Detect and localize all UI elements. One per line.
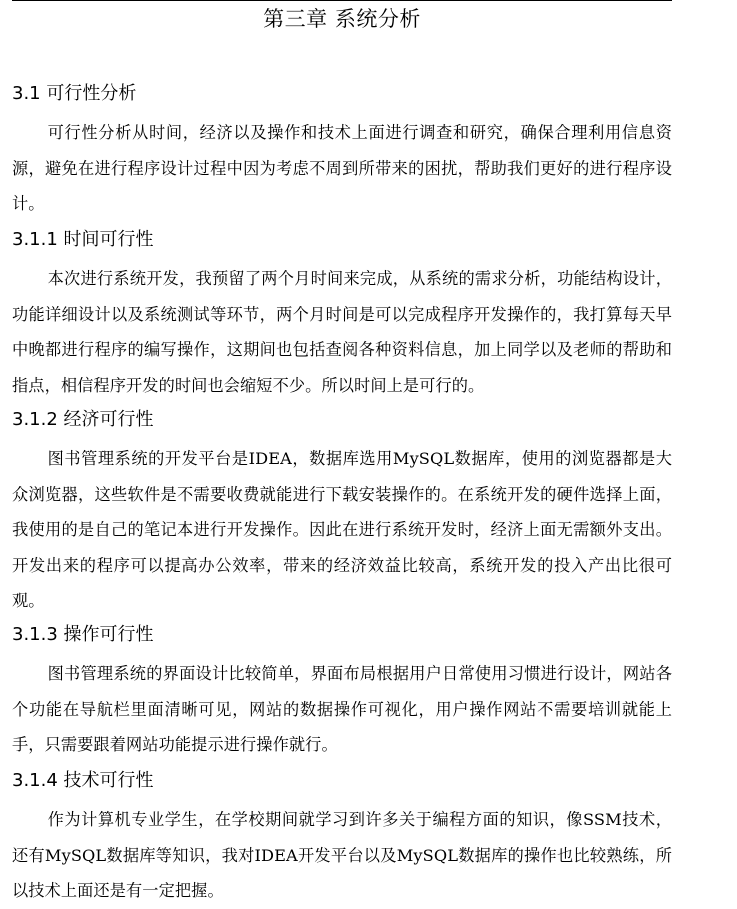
header-rule xyxy=(12,0,672,1)
section-heading-3-1-3: 3.1.3 操作可行性 xyxy=(12,624,154,645)
section-paragraph-3-1-1: 本次进行系统开发，我预留了两个月时间来完成，从系统的需求分析，功能结构设计，功能详细设计以及系统测试等环节，两个月时间是可以完成程序开发操作的，我打算每天早中晚都进行程序的编写操作，这期间也包括查阅各种资料信息，加上同学以及老师的帮助和指点，相信程序开发的时间也会缩短不少。所以时间上是可行的。 xyxy=(12,269,672,395)
section-heading-3-1: 3.1 可行性分析 xyxy=(12,83,137,104)
section-paragraph-3-1-2: 图书管理系统的开发平台是IDEA，数据库选用MySQL数据库，使用的浏览器都是大众浏览器，这些软件是不需要收费就能进行下载安装操作的。在系统开发的硬件选择上面，我使用的是自己的笔记本进行开发操作。因此在进行系统开发时，经济上面无需额外支出。开发出来的程序可以提高办公效率，带来的经济效益比较高，系统开发的投入产出比很可观。 xyxy=(12,449,672,610)
section-heading-3-1-4: 3.1.4 技术可行性 xyxy=(12,770,154,791)
section-paragraph-3-1: 可行性分析从时间，经济以及操作和技术上面进行调查和研究，确保合理利用信息资源，避免在进行程序设计过程中因为考虑不周到所带来的困扰，帮助我们更好的进行程序设计。 xyxy=(12,123,672,213)
section-heading-3-1-1: 3.1.1 时间可行性 xyxy=(12,229,154,250)
chapter-title: 第三章 系统分析 xyxy=(263,7,421,31)
section-heading-3-1-2: 3.1.2 经济可行性 xyxy=(12,409,154,430)
section-paragraph-3-1-3: 图书管理系统的界面设计比较简单，界面布局根据用户日常使用习惯进行设计，网站各个功能在导航栏里面清晰可见，网站的数据操作可视化，用户操作网站不需要培训就能上手，只需要跟着网站功能提示进行操作就行。 xyxy=(12,664,672,754)
section-paragraph-3-1-4: 作为计算机专业学生，在学校期间就学习到许多关于编程方面的知识，像SSM技术，还有MySQL数据库等知识，我对IDEA开发平台以及MySQL数据库的操作也比较熟练，所以技术上面还是有一定把握。 xyxy=(12,810,672,900)
